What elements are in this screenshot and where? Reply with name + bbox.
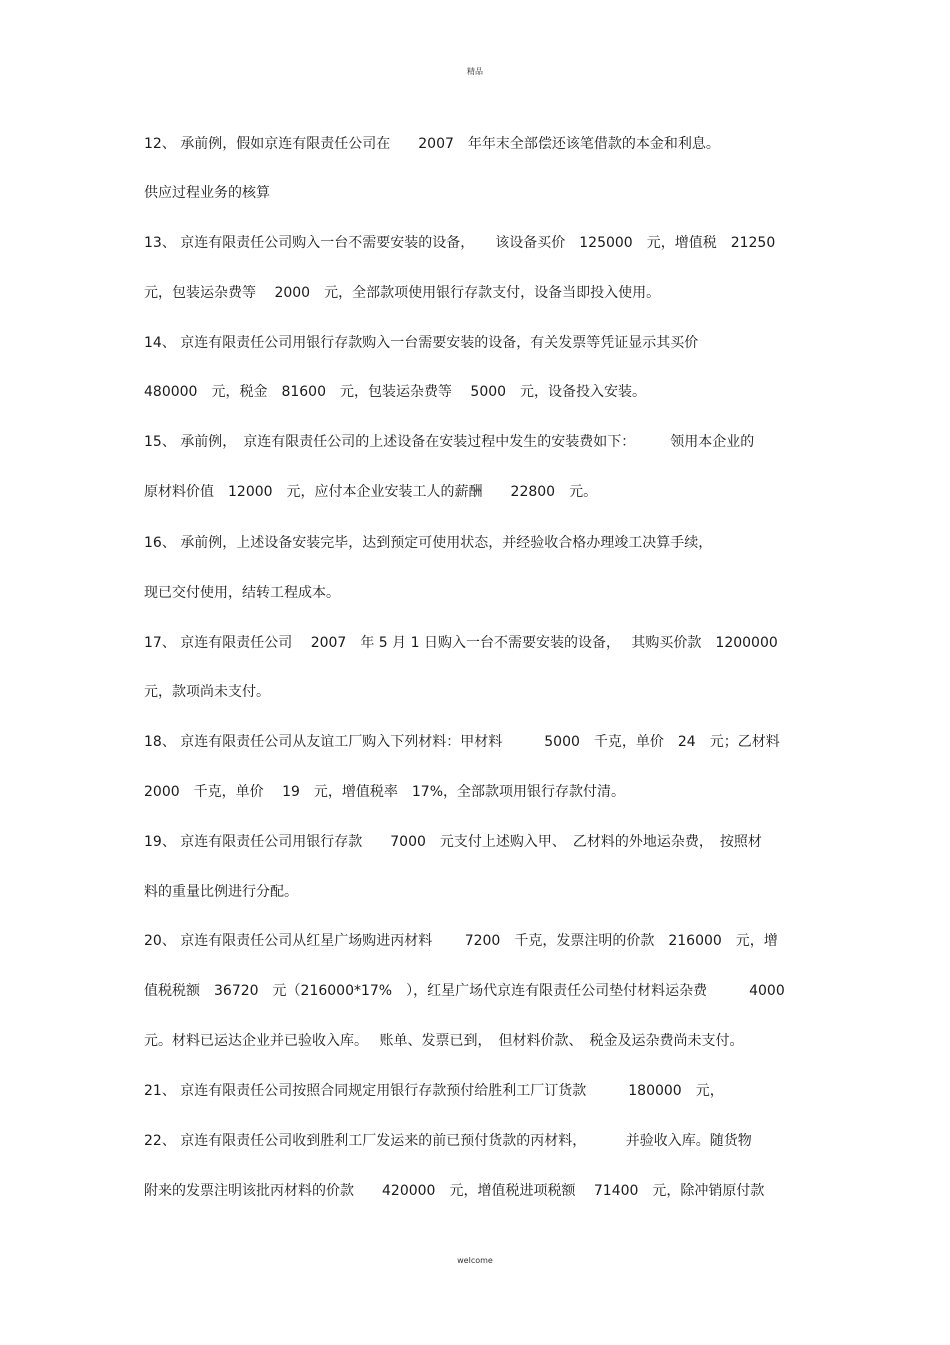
page-footer: welcome (457, 1256, 493, 1265)
page-header: 精品 (467, 67, 483, 76)
paragraph-line: 480000 元，税金 81600 元，包装运杂费等 5000 元，设备投入安装。 (144, 384, 647, 400)
paragraph-line: 16、 承前例，上述设备安装完毕，达到预定可使用状态，并经验收合格办理竣工决算手续， (144, 535, 713, 551)
paragraph-line: 17、 京连有限责任公司 2007 年 5 月 1 日购入一台不需要安装的设备， 其购买价款 1200000 (144, 635, 778, 651)
paragraph-line: 2000 千克，单价 19 元，增值税率 17%，全部款项用银行存款付清。 (144, 784, 626, 800)
paragraph-line: 附来的发票注明该批丙材料的价款 420000 元，增值税进项税额 71400 元，除冲销原付款 (144, 1183, 765, 1199)
paragraph-line: 18、 京连有限责任公司从友谊工厂购入下列材料：甲材料 5000 千克，单价 24 元；乙材料 (144, 734, 780, 750)
paragraph-line: 现已交付使用，结转工程成本。 (144, 585, 340, 601)
paragraph-line: 元，包装运杂费等 2000 元，全部款项使用银行存款支付，设备当即投入使用。 (144, 285, 661, 301)
paragraph-line: 12、 承前例，假如京连有限责任公司在 2007 年年末全部偿还该笔借款的本金和利息。 (144, 136, 720, 152)
paragraph-line: 原材料价值 12000 元，应付本企业安装工人的薪酬 22800 元。 (144, 484, 598, 500)
paragraph-line: 21、 京连有限责任公司按照合同规定用银行存款预付给胜利工厂订货款 180000 元， (144, 1083, 724, 1099)
paragraph-line: 元，款项尚未支付。 (144, 684, 270, 700)
section-heading: 供应过程业务的核算 (144, 185, 270, 201)
paragraph-line: 19、 京连有限责任公司用银行存款 7000 元支付上述购入甲、 乙材料的外地运杂费， 按照材 (144, 834, 762, 850)
paragraph-line: 元。材料已运达企业并已验收入库。 账单、发票已到， 但材料价款、 税金及运杂费尚未支付。 (144, 1033, 744, 1049)
paragraph-line: 15、 承前例， 京连有限责任公司的上述设备在安装过程中发生的安装费如下： 领用本企业的 (144, 434, 755, 450)
paragraph-line: 值税税额 36720 元（216000*17% ），红星广场代京连有限责任公司垫付材料运杂费 4000 (144, 983, 785, 999)
paragraph-line: 20、 京连有限责任公司从红星广场购进丙材料 7200 千克，发票注明的价款 216000 元，增 (144, 933, 778, 949)
paragraph-line: 22、 京连有限责任公司收到胜利工厂发运来的前已预付货款的丙材料， 并验收入库。随货物 (144, 1133, 752, 1149)
paragraph-line: 料的重量比例进行分配。 (144, 884, 298, 900)
paragraph-line: 13、 京连有限责任公司购入一台不需要安装的设备， 该设备买价 125000 元，增值税 21250 (144, 235, 776, 251)
paragraph-line: 14、 京连有限责任公司用银行存款购入一台需要安装的设备，有关发票等凭证显示其买价 (144, 335, 699, 351)
